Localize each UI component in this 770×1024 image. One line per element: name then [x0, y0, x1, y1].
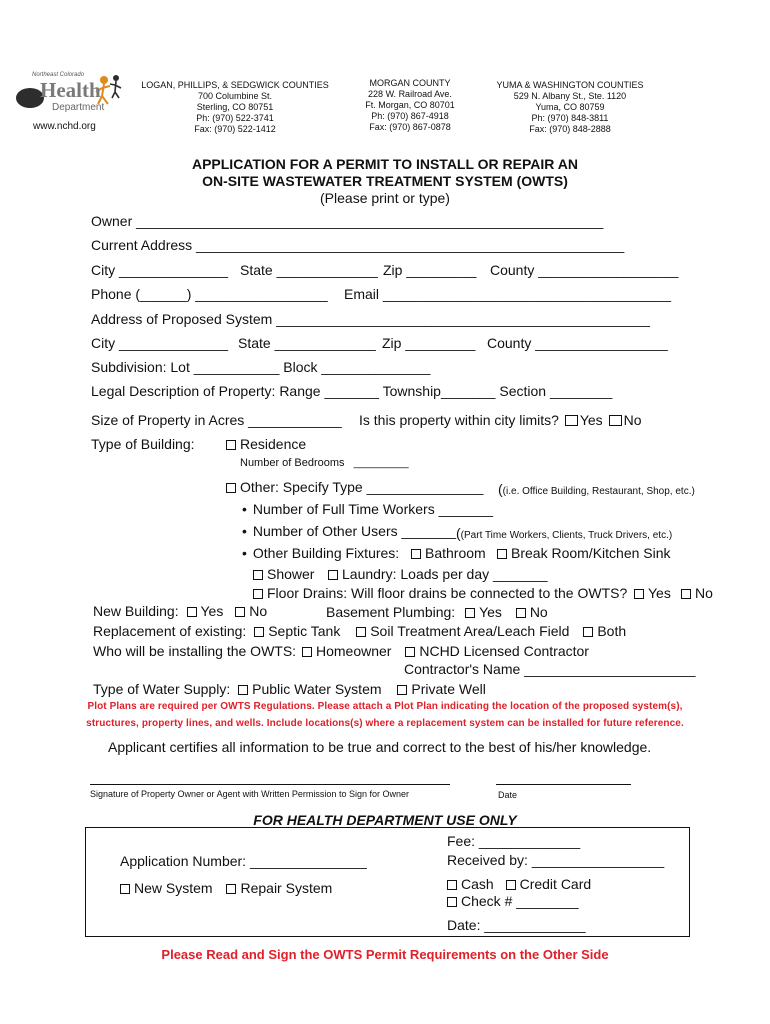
legal-description-field[interactable]: Legal Description of Property: Range _______ Township_______ Section ________: [91, 383, 613, 399]
repair-system-checkbox[interactable]: [226, 884, 236, 894]
floor-drains-checkbox[interactable]: [253, 589, 263, 599]
health-use-heading: FOR HEALTH DEPARTMENT USE ONLY: [253, 812, 517, 828]
no-label: No: [695, 585, 713, 601]
cash-checkbox[interactable]: [447, 880, 457, 890]
signature-line[interactable]: [90, 784, 450, 785]
certification-text: Applicant certifies all information to be true and correct to the best of his/her knowledge.: [108, 739, 652, 755]
break-room-label: Break Room/Kitchen Sink: [511, 545, 671, 561]
yes-label: Yes: [200, 603, 224, 619]
laundry-label[interactable]: Laundry: Loads per day _______: [342, 566, 548, 582]
office-line: Sterling, CO 80751: [196, 102, 274, 112]
shower-checkbox[interactable]: [253, 570, 263, 580]
plot-plan-notice-line1: Plot Plans are required per OWTS Regulations. Please attach a Plot Plan indicating the location of the proposed system(s),: [87, 701, 683, 712]
office-line: Ft. Morgan, CO 80701: [365, 100, 455, 110]
current-address-field[interactable]: Current Address _______________________________________________________: [91, 237, 625, 253]
bathroom-checkbox[interactable]: [411, 549, 421, 559]
office-line: 228 W. Railroad Ave.: [368, 89, 452, 99]
office-line: Fax: (970) 848-2888: [529, 124, 611, 134]
break-room-option[interactable]: [497, 545, 671, 561]
installer-label: Who will be installing the OWTS:: [93, 643, 297, 659]
shower-label: Shower: [267, 566, 315, 582]
floor-drains-yes-checkbox[interactable]: [634, 589, 644, 599]
other-users-note: ((Part Time Workers, Clients, Truck Drivers, etc.): [456, 525, 673, 541]
credit-card-checkbox[interactable]: [506, 880, 516, 890]
replacement-label: Replacement of existing:: [93, 623, 247, 639]
new-building-no-checkbox[interactable]: [235, 607, 245, 617]
bedrooms-field[interactable]: [240, 457, 409, 469]
footer-notice: Please Read and Sign the OWTS Permit Requirements on the Other Side: [161, 947, 609, 962]
both-label: Both: [597, 623, 627, 639]
laundry-option[interactable]: [328, 566, 548, 582]
logo-top-text: Northeast Colorado: [32, 72, 85, 78]
owner-field[interactable]: Owner ____________________________________________________________: [91, 213, 604, 229]
other-example-text: (i.e. Office Building, Restaurant, Shop, etc.): [502, 486, 695, 497]
county-field-2[interactable]: County _________________: [487, 335, 668, 351]
state-field-2[interactable]: State _____________: [238, 335, 376, 351]
received-by-field[interactable]: Received by: _________________: [447, 852, 665, 868]
cash-label: Cash: [461, 876, 494, 892]
no-label: No: [623, 412, 642, 428]
zip-field[interactable]: Zip _________: [383, 262, 477, 278]
public-water-checkbox[interactable]: [238, 685, 248, 695]
city-limits-yes-checkbox[interactable]: [565, 415, 578, 426]
new-building-yes-checkbox[interactable]: [187, 607, 197, 617]
check-row: [447, 893, 579, 909]
city-field[interactable]: City ______________: [91, 262, 229, 278]
soil-treatment-checkbox[interactable]: [356, 627, 366, 637]
city-limits-question: [359, 412, 641, 428]
type-building-label: Type of Building:: [91, 436, 195, 452]
bathroom-option[interactable]: [411, 545, 486, 561]
date-label: Date: [498, 790, 518, 800]
office-line: Fax: (970) 867-0878: [369, 122, 451, 132]
yes-label: Yes: [648, 585, 671, 601]
residence-checkbox[interactable]: [226, 440, 236, 450]
city-field-2[interactable]: City ______________: [91, 335, 229, 351]
contractor-label: NCHD Licensed Contractor: [419, 643, 589, 659]
page-title-line2: ON-SITE WASTEWATER TREATMENT SYSTEM (OWTS): [202, 173, 568, 189]
installer-row: [93, 643, 589, 659]
floor-drains-option[interactable]: [253, 585, 627, 601]
no-label: No: [249, 603, 268, 619]
page-subtitle: (Please print or type): [320, 190, 450, 206]
received-date-field[interactable]: Date: _____________: [447, 917, 586, 933]
water-supply-label: Type of Water Supply:: [93, 681, 231, 697]
date-line[interactable]: [496, 784, 631, 785]
office-title: YUMA & WASHINGTON COUNTIES: [496, 80, 644, 90]
no-label: No: [529, 604, 548, 620]
office-line: Ph: (970) 848-3811: [531, 113, 609, 123]
credit-card-label: Credit Card: [519, 876, 592, 892]
floor-drains-no-checkbox[interactable]: [681, 589, 691, 599]
check-number-field[interactable]: Check # ________: [461, 893, 579, 909]
new-system-checkbox[interactable]: [120, 884, 130, 894]
page-title-line1: APPLICATION FOR A PERMIT TO INSTALL OR REPAIR AN: [191, 156, 579, 172]
city-limits-no-checkbox[interactable]: [609, 415, 622, 426]
yes-label: Yes: [479, 604, 502, 620]
replacement-row: [93, 623, 626, 639]
shower-option[interactable]: [253, 566, 314, 582]
full-time-workers-field[interactable]: • Number of Full Time Workers _______: [242, 501, 493, 517]
soil-treatment-label: Soil Treatment Area/Leach Field: [370, 623, 570, 639]
office-line: 700 Columbine St.: [197, 91, 273, 101]
public-water-label: Public Water System: [252, 681, 382, 697]
repair-system-label: Repair System: [240, 880, 333, 896]
residence-label: Residence: [240, 436, 307, 452]
other-type-checkbox[interactable]: [226, 483, 236, 493]
office-morgan: [340, 78, 480, 133]
other-users-note-text: (Part Time Workers, Clients, Truck Drivers, etc.): [460, 530, 673, 541]
basement-label: Basement Plumbing:: [326, 604, 456, 620]
other-users-field[interactable]: • Number of Other Users _______: [242, 523, 456, 539]
payment-row: [447, 876, 591, 892]
subdivision-field[interactable]: Subdivision: Lot ___________ Block ______________: [91, 359, 431, 375]
yes-label: Yes: [579, 412, 603, 428]
floor-drains-no[interactable]: [681, 585, 713, 601]
other-fixtures-label: • Other Building Fixtures:: [242, 545, 399, 561]
phone-field[interactable]: Phone (______) _________________: [91, 286, 328, 302]
office-line: Fax: (970) 522-1412: [194, 124, 276, 134]
both-checkbox[interactable]: [583, 627, 593, 637]
check-checkbox[interactable]: [447, 897, 457, 907]
proposed-address-field[interactable]: Address of Proposed System ________________________________________________: [91, 311, 650, 327]
floor-drains-yes[interactable]: [634, 585, 671, 601]
bathroom-label: Bathroom: [425, 545, 486, 561]
new-building-row: [93, 603, 267, 619]
septic-tank-checkbox[interactable]: [254, 627, 264, 637]
other-type-example: ((i.e. Office Building, Restaurant, Shop, etc.): [498, 481, 695, 497]
new-building-label: New Building:: [93, 603, 179, 619]
office-title: MORGAN COUNTY: [369, 78, 451, 88]
office-logan: [140, 80, 330, 135]
private-well-label: Private Well: [411, 681, 486, 697]
office-line: Ph: (970) 522-3741: [196, 113, 274, 123]
basement-row: [326, 604, 548, 620]
new-system-label: New System: [134, 880, 213, 896]
logo-main-text: Health: [40, 78, 101, 102]
signature-label: Signature of Property Owner or Agent with Written Permission to Sign for Owner: [90, 789, 409, 799]
office-line: 529 N. Albany St., Ste. 1120: [513, 91, 627, 101]
website: www.nchd.org: [33, 121, 96, 132]
system-type-row: [120, 880, 332, 896]
plot-plan-notice-line2: structures, property lines, and wells. Include locations(s) where a replacement system can be installed for future reference.: [86, 718, 684, 729]
other-type-label: Other: Specify Type _______________: [240, 479, 484, 495]
application-number-field[interactable]: Application Number: _______________: [120, 853, 367, 869]
contractor-checkbox[interactable]: [405, 647, 415, 657]
other-type-option[interactable]: [226, 479, 483, 495]
email-field[interactable]: Email _____________________________________: [344, 286, 671, 302]
county-field[interactable]: County __________________: [490, 262, 679, 278]
basement-yes-checkbox[interactable]: [465, 608, 475, 618]
property-size-field[interactable]: Size of Property in Acres ____________: [91, 412, 342, 428]
homeowner-label: Homeowner: [315, 643, 392, 659]
city-limits-label: Is this property within city limits?: [359, 412, 559, 428]
basement-no-checkbox[interactable]: [516, 608, 526, 618]
break-room-checkbox[interactable]: [497, 549, 507, 559]
fee-field[interactable]: Fee: _____________: [447, 833, 581, 849]
office-line: Ph: (970) 867-4918: [371, 111, 449, 121]
bedrooms-line[interactable]: _________: [353, 457, 409, 469]
state-field[interactable]: State _____________: [240, 262, 378, 278]
office-yuma: [485, 80, 655, 135]
zip-field-2[interactable]: Zip _________: [382, 335, 476, 351]
nchd-logo: [12, 70, 124, 118]
homeowner-checkbox[interactable]: [302, 647, 312, 657]
laundry-checkbox[interactable]: [328, 570, 338, 580]
contractor-name-field[interactable]: Contractor's Name ______________________: [404, 661, 696, 677]
office-title: LOGAN, PHILLIPS, & SEDGWICK COUNTIES: [141, 80, 329, 90]
residence-option[interactable]: [226, 436, 306, 452]
logo-sub-text: Department: [52, 102, 105, 113]
water-supply-row: [93, 681, 486, 697]
septic-tank-label: Septic Tank: [268, 623, 341, 639]
floor-drains-label: Floor Drains: Will floor drains be connected to the OWTS?: [267, 585, 628, 601]
office-line: Yuma, CO 80759: [535, 102, 605, 112]
bedrooms-label: Number of Bedrooms: [240, 457, 345, 469]
private-well-checkbox[interactable]: [397, 685, 407, 695]
